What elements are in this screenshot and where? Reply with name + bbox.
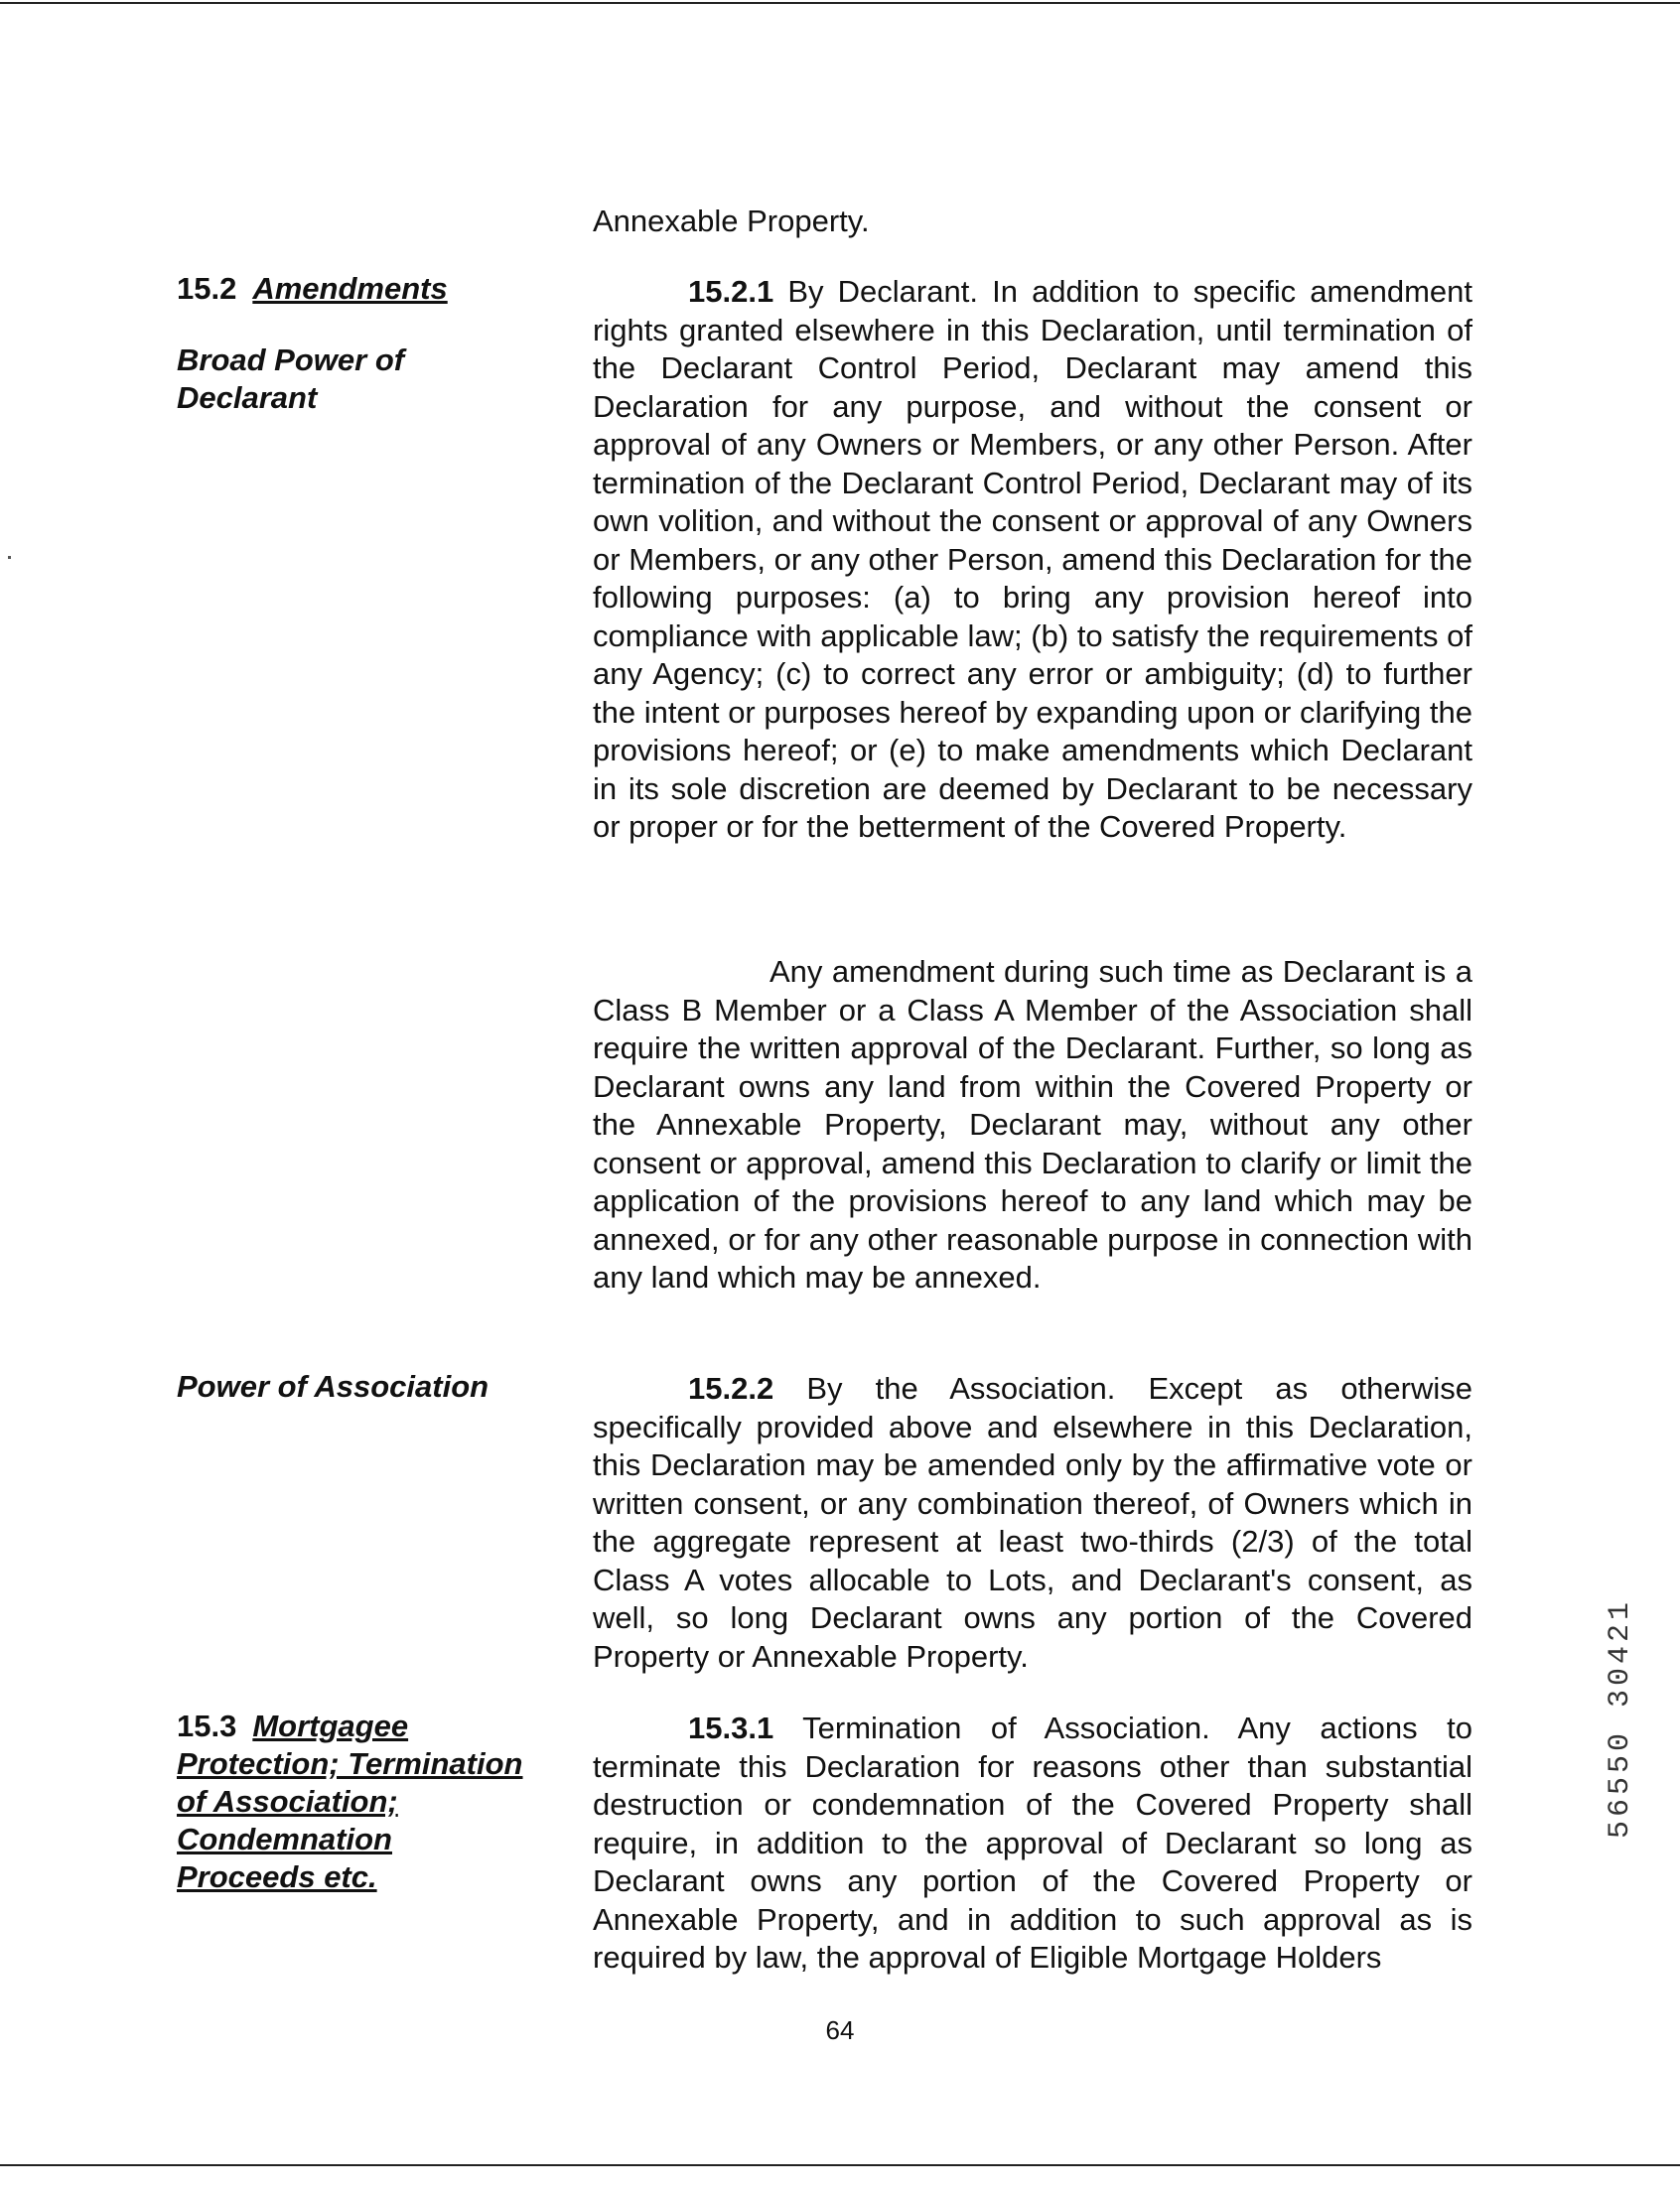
- document-stamp: 56550 30421: [1604, 1598, 1637, 1840]
- section-number: 15.3: [177, 1709, 237, 1743]
- section-15-3-heading: 15.3 Mortgagee Protection; Termination of Association; Condemnation Proceeds etc.: [177, 1709, 523, 1894]
- paragraph-15-2-1: 15.2.1 By Declarant. In addition to specific amendment rights granted elsewhere in this Declaration, until termination of the Declarant Control Period, Declarant may amend this Declaration for any purpose, and without the consent or approval of any Owners or Members, or any other Person. After termination of the Declarant Control Period, Declarant may of its own volition, and without the consent or approval of any Owners or Members, or any other Person, amend this Declaration for the following purposes: (a) to bring any provision hereof into compliance with applicable law; (b) to satisfy the requirements of any Agency; (c) to correct any error or ambiguity; (d) to further the intent or purposes hereof by expanding upon or clarifying the provisions hereof; or (e) to make amendments which Declarant in its sole discretion are deemed by Declarant to be necessary or proper or for the betterment of the Covered Property.: [593, 274, 1472, 844]
- section-title: Amendments: [252, 271, 448, 306]
- paragraph-15-2-2: 15.2.2 By the Association. Except as otherwise specifically provided above and elsewhere in this Declaration, this Declaration may be amended only by the affirmative vote or written consent, or any combination thereof, of Owners which in the aggregate represent at least two-thirds (2/3) of the total Class A votes allocable to Lots, and Declarant's consent, as well, so long Declarant owns any portion of the Covered Property or Annexable Property.: [593, 1371, 1472, 1674]
- paragraph-number: 15.2.2: [688, 1371, 774, 1406]
- paragraph-number: 15.2.1: [688, 274, 774, 309]
- paragraph-15-3-1: 15.3.1 Termination of Association. Any actions to terminate this Declaration for reasons other than substantial destruction or condemnation of the Covered Property shall require, in addition to the approval of Declarant so long as Declarant owns any portion of the Covered Property or Annexable Property, and in addition to such approval as is required by law, the approval of Eligible Mortgage Holders: [593, 1711, 1472, 1975]
- intro-line: Annexable Property.: [593, 204, 870, 238]
- paragraph-number: 15.3.1: [688, 1711, 774, 1745]
- power-of-association-heading: Power of Association: [177, 1369, 490, 1404]
- paragraph-amendment-approval: Any amendment during such time as Declarant is a Class B Member or a Class A Member of the Association shall require the written approval of the Declarant. Further, so long as Declarant owns any land from within the Covered Property or the Annexable Property, Declarant may, without any other consent or approval, amend this Declaration to clarify or limit the application of the provisions hereof to any land which may be annexed, or for any other reasonable purpose in connection with any land which may be annexed.: [593, 954, 1472, 1295]
- page-number: 64: [825, 2015, 855, 2045]
- broad-power-heading: Broad Power of Declarant: [177, 343, 405, 415]
- section-15-2-heading: [177, 270, 448, 308]
- scan-mark: [8, 556, 11, 559]
- scan-bottom-edge: [0, 2164, 1680, 2166]
- scan-top-edge: [0, 2, 1680, 4]
- section-number: 15.2: [177, 271, 237, 306]
